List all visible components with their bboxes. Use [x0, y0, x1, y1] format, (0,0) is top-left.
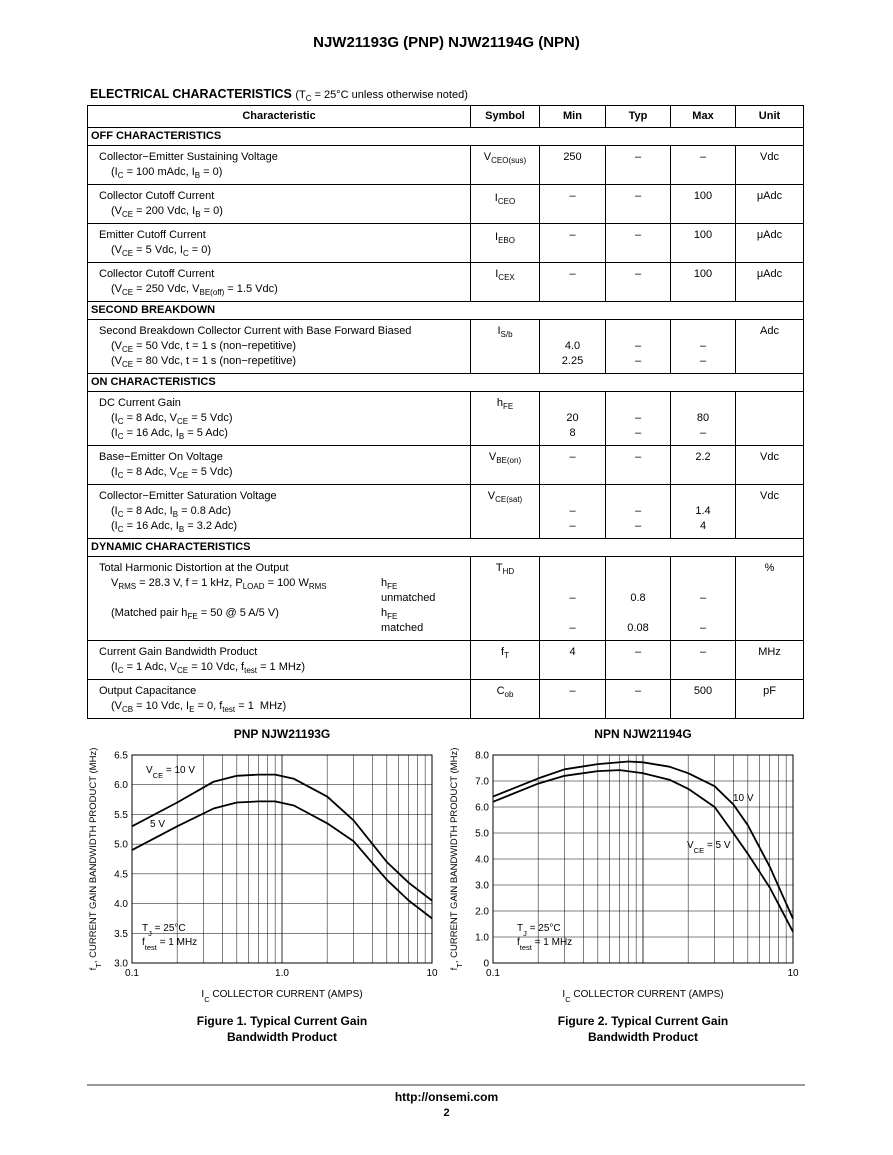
col-header-symbol: Symbol	[471, 106, 540, 128]
footer-divider	[87, 1084, 805, 1086]
col-header-typ: Typ	[606, 106, 671, 128]
page-title: NJW21193G (PNP) NJW21194G (NPN)	[313, 34, 580, 51]
y-tick-label: 8.0	[475, 750, 489, 762]
y-tick-label: 0	[483, 958, 489, 970]
annotation-tj: $T_J = 25^\circ C$	[517, 923, 561, 938]
table-row: DC Current Gain ($I_C = 8$ Adc, $V_{CE} = 5$ Vdc) ($I_C = 16$ Adc, $I_B = 5$ Adc) $h_{FE}$ 20 8 – – 80 –	[88, 392, 804, 446]
table-row: Second Breakdown Collector Current with Base Forward Biased ($V_{CE} = 50$ Vdc, t = 1 s (non−repetitive) ($V_{CE} = 80$ Vdc, t = 1 s (non−repetitive) $I_{S/b}$ 4.0 2.25 – – – – Adc	[88, 320, 804, 374]
annotation-vce-5v: 5 V	[150, 819, 166, 830]
section-off-characteristics: OFF CHARACTERISTICS	[88, 128, 804, 146]
col-header-max: Max	[671, 106, 736, 128]
y-tick-label: 1.0	[475, 932, 489, 944]
table-row: Total Harmonic Distortion at the Output $V_{RMS} = 28.3$ V, f = 1 kHz, $P_{LOAD} = 100$ $W_{RMS}$ $h_{FE}$ unmatched (Matched pair $h_{FE} = 50$ @ 5 A/5 V) $h_{FE}$ matched $T_{HD}$ – – 0.8 0.08 – – %	[88, 557, 804, 641]
x-tick-label: 1.0	[275, 968, 289, 979]
footer-url[interactable]: http://onsemi.com	[394, 1090, 499, 1104]
y-tick-label: 3.0	[114, 958, 128, 970]
y-tick-label: 7.0	[475, 776, 489, 788]
annotation-vce-5v: $V_{CE} = 5$ V	[687, 840, 731, 855]
figure2-caption: Figure 2. Typical Current Gain Bandwidth Product	[557, 1014, 729, 1044]
x-tick-label: 0.1	[125, 968, 139, 979]
table-header-row	[88, 106, 804, 128]
chart-pnp	[80, 740, 450, 1010]
table-row: Collector Cutoff Current ($V_{CE} = 200$ Vdc, $I_B = 0$) $I_{CEO}$ – – 100 μAdc	[88, 185, 804, 224]
section-on-characteristics: ON CHARACTERISTICS	[88, 374, 804, 392]
table-heading	[90, 87, 468, 104]
y-axis-label: $f_T$, CURRENT GAIN BANDWIDTH PRODUCT (MHz)	[449, 747, 464, 971]
chart1-title: PNP NJW21193G	[233, 727, 331, 741]
y-tick-label: 4.5	[114, 869, 128, 881]
y-tick-label: 6.5	[114, 750, 128, 762]
col-header-characteristic: Characteristic	[88, 106, 471, 128]
annotation-tj: $T_J = 25^\circ C$	[142, 923, 186, 938]
col-header-min: Min	[540, 106, 606, 128]
y-axis-label: $f_T$, CURRENT GAIN BANDWIDTH PRODUCT (MHz)	[88, 747, 103, 971]
section-second-breakdown: SECOND BREAKDOWN	[88, 302, 804, 320]
y-tick-label: 4.0	[114, 899, 128, 911]
chart-npn	[441, 740, 811, 1010]
annotation-ftest: $f_{test} = 1$ MHz	[517, 937, 573, 952]
y-tick-label: 3.0	[475, 880, 489, 892]
x-tick-label: 0.1	[486, 968, 500, 979]
col-header-unit: Unit	[736, 106, 804, 128]
table-heading-title: ELECTRICAL CHARACTERISTICS	[90, 87, 292, 101]
figure1-caption: Figure 1. Typical Current Gain Bandwidth Product	[196, 1014, 368, 1044]
annotation-ftest: $f_{test} = 1$ MHz	[142, 937, 198, 952]
y-tick-label: 2.0	[475, 906, 489, 918]
y-tick-label: 5.0	[475, 828, 489, 840]
table-row: Base−Emitter On Voltage ($I_C = 8$ Adc, $V_{CE} = 5$ Vdc) $V_{BE(on)}$ – – 2.2 Vdc	[88, 446, 804, 485]
section-dynamic-characteristics: DYNAMIC CHARACTERISTICS	[88, 539, 804, 557]
x-axis-label: $I_C$ COLLECTOR CURRENT (AMPS)	[201, 989, 363, 1004]
x-tick-label: 10	[787, 968, 799, 979]
chart2-title: NPN NJW21194G	[594, 727, 692, 741]
table-row: Collector Cutoff Current ($V_{CE} = 250$ Vdc, $V_{BE(off)} = 1.5$ Vdc) $I_{CEX}$ – – 100 μAdc	[88, 263, 804, 302]
table-row: Collector−Emitter Saturation Voltage ($I_C = 8$ Adc, $I_B = 0.8$ Adc) ($I_C = 16$ Adc, $I_B = 3.2$ Adc) $V_{CE(sat)}$ – – – – 1.4 4 Vdc	[88, 485, 804, 539]
y-tick-label: 6.0	[475, 802, 489, 814]
electrical-characteristics-table	[87, 105, 804, 719]
table-heading-condition: ($T_C = 25^\circ C$ unless otherwise noted)	[295, 89, 468, 104]
table-row: Current Gain Bandwidth Product ($I_C = 1$ Adc, $V_{CE} = 10$ Vdc, $f_{test} = 1$ MHz) $f_T$ 4 – – MHz	[88, 641, 804, 680]
y-tick-label: 6.0	[114, 780, 128, 792]
table-row: Emitter Cutoff Current ($V_{CE} = 5$ Vdc, $I_C = 0$) $I_{EBO}$ – – 100 μAdc	[88, 224, 804, 263]
y-tick-label: 4.0	[475, 854, 489, 866]
x-tick-label: 10	[426, 968, 438, 979]
page-number: 2	[443, 1107, 450, 1119]
y-tick-label: 5.0	[114, 839, 128, 851]
x-axis-label: $I_C$ COLLECTOR CURRENT (AMPS)	[562, 989, 724, 1004]
annotation-vce-10v: $V_{CE} = 10$ V	[146, 765, 196, 780]
y-tick-label: 5.5	[114, 809, 128, 821]
table-row: Collector−Emitter Sustaining Voltage ($I_C = 100$ mAdc, $I_B = 0$) $V_{CEO(sus)}$ 250 – – Vdc	[88, 146, 804, 185]
y-tick-label: 3.5	[114, 928, 128, 940]
annotation-vce-10v: 10 V	[733, 793, 754, 804]
table-row: Output Capacitance ($V_{CB} = 10$ Vdc, $I_E = 0$, $f_{test} = 1$ MHz) $C_{ob}$ – – 500 pF	[88, 680, 804, 719]
